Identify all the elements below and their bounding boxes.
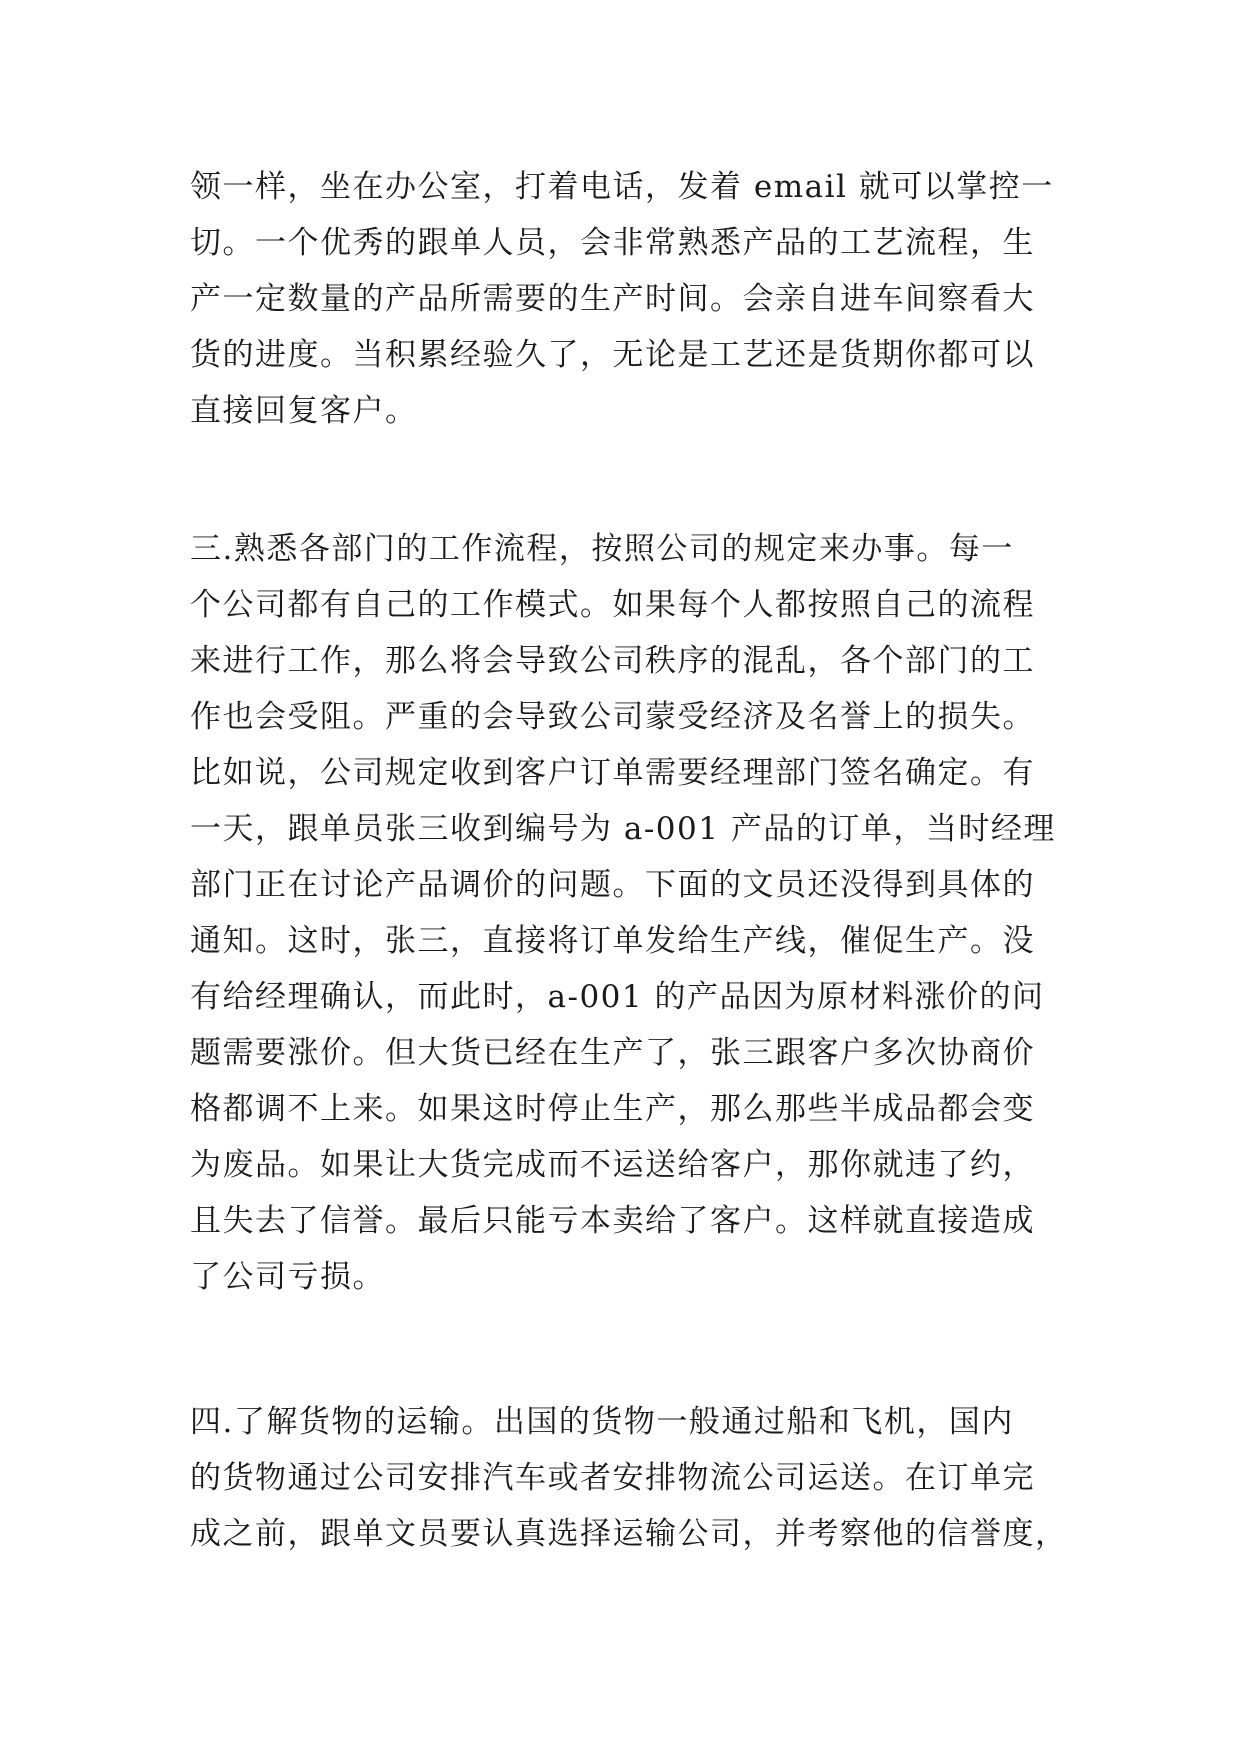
text-line: 三.熟悉各部门的工作流程，按照公司的规定来办事。每一 xyxy=(190,531,1014,567)
text-line: 来进行工作，那么将会导致公司秩序的混乱，各个部门的工 xyxy=(190,643,1035,679)
text-line: 且失去了信誉。最后只能亏本卖给了客户。这样就直接造成 xyxy=(190,1203,1035,1239)
text-line: 切。一个优秀的跟单人员，会非常熟悉产品的工艺流程，生 xyxy=(190,225,1035,261)
text-line: 直接回复客户。 xyxy=(190,393,418,429)
text-line: 货的进度。当积累经验久了，无论是工艺还是货期你都可以 xyxy=(190,337,1035,373)
paragraph-section-3 xyxy=(190,521,1070,1305)
text-line: 成之前，跟单文员要认真选择运输公司，并考察他的信誉度， xyxy=(190,1516,1068,1552)
text-line: 为废品。如果让大货完成而不运送给客户，那你就违了约， xyxy=(190,1147,1035,1183)
text-line: 题需要涨价。但大货已经在生产了，张三跟客户多次协商价 xyxy=(190,1035,1035,1071)
text-line: 作也会受阻。严重的会导致公司蒙受经济及名誉上的损失。 xyxy=(190,699,1035,735)
text-line: 比如说，公司规定收到客户订单需要经理部门签名确定。有 xyxy=(190,755,1035,791)
paragraph-section-4 xyxy=(190,1394,1070,1562)
text-line: 格都调不上来。如果这时停止生产，那么那些半成品都会变 xyxy=(190,1091,1035,1127)
text-line: 一天，跟单员张三收到编号为 a-001 产品的订单，当时经理 xyxy=(190,811,1056,847)
text-line: 通知。这时，张三，直接将订单发给生产线，催促生产。没 xyxy=(190,923,1035,959)
text-line: 个公司都有自己的工作模式。如果每个人都按照自己的流程 xyxy=(190,587,1035,623)
text-line: 领一样，坐在办公室，打着电话，发着 email 就可以掌控一 xyxy=(190,169,1054,205)
text-line: 四.了解货物的运输。出国的货物一般通过船和飞机，国内 xyxy=(190,1404,1014,1440)
text-line: 了公司亏损。 xyxy=(190,1259,385,1295)
text-line: 部门正在讨论产品调价的问题。下面的文员还没得到具体的 xyxy=(190,867,1035,903)
text-line: 产一定数量的产品所需要的生产时间。会亲自进车间察看大 xyxy=(190,281,1035,317)
text-line: 的货物通过公司安排汽车或者安排物流公司运送。在订单完 xyxy=(190,1460,1035,1496)
paragraph-continuation xyxy=(190,159,1070,439)
text-line: 有给经理确认，而此时，a-001 的产品因为原材料涨价的问 xyxy=(190,979,1045,1015)
